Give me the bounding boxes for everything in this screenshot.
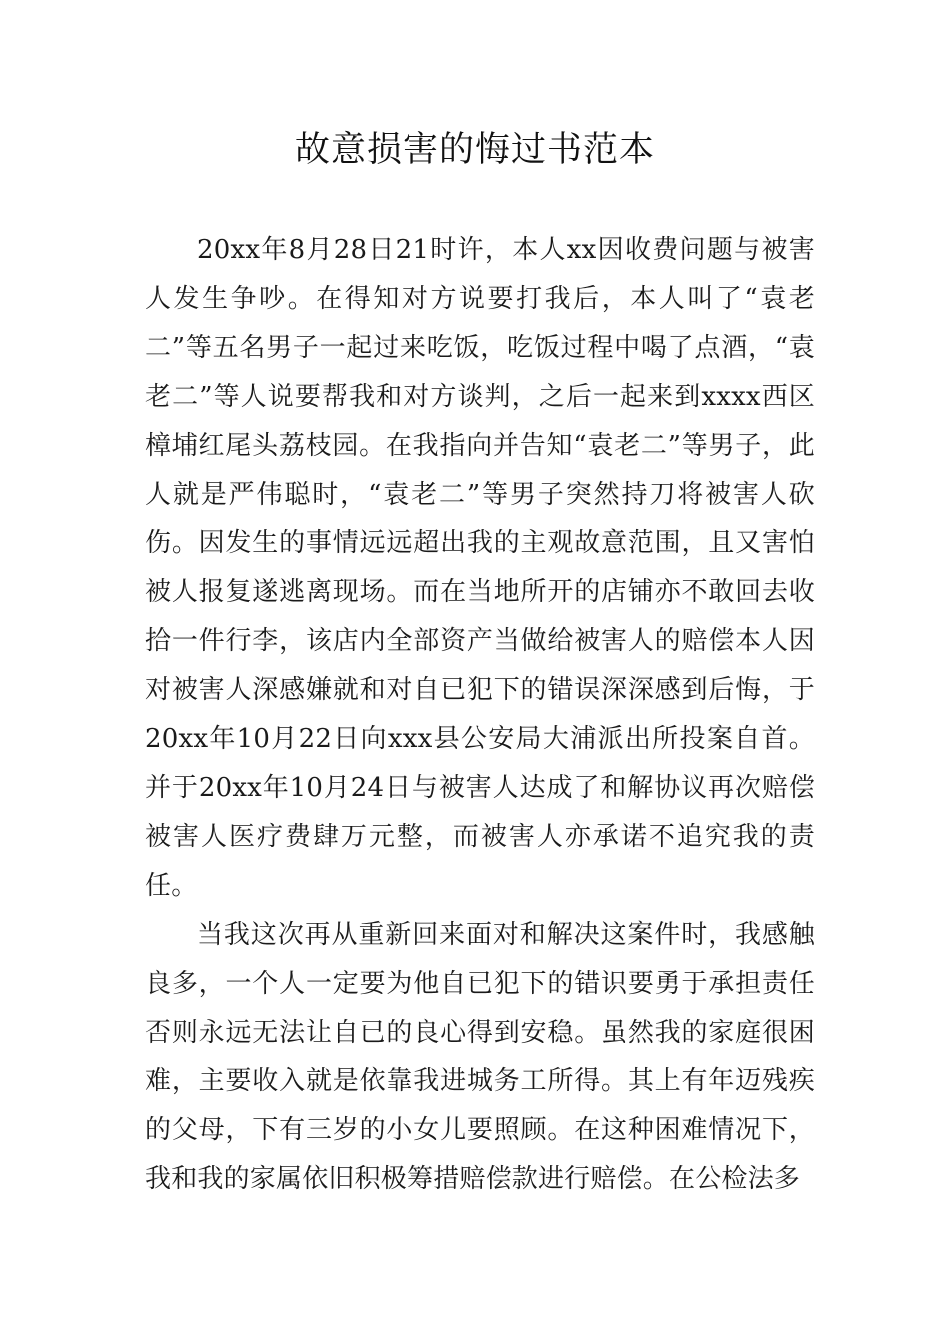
- paragraph-1: 20xx年8月28日21时许，本人xx因收费问题与被害人发生争吵。在得知对方说要打我后，本人叫了“袁老二”等五名男子一起过来吃饭，吃饭过程中喝了点酒，“袁老二”等人说要帮我和对方谈判，之后一起来到xxxx西区樟埔红尾头荔枝园。在我指向并告知“袁老二”等男子，此人就是严伟聪时，“袁老二”等男子突然持刀将被害人砍伤。因发生的事情远远超出我的主观故意范围，且又害怕被人报复遂逃离现场。而在当地所开的店铺亦不敢回去收拾一件行李，该店内全部资产当做给被害人的赔偿本人因对被害人深感嫌就和对自已犯下的错误深深感到后悔，于20xx年10月22日向xxx县公安局大浦派出所投案自首。并于20xx年10月24日与被害人达成了和解协议再次赔偿被害人医疗费肆万元整，而被害人亦承诺不追究我的责任。: [145, 235, 815, 901]
- document-body: [145, 226, 815, 1204]
- document-title: 故意损害的悔过书范本: [294, 130, 655, 170]
- paragraph-2: 当我这次再从重新回来面对和解决这案件时，我感触良多，一个人一定要为他自已犯下的错识要勇于承担责任否则永远无法让自已的良心得到安稳。虽然我的家庭很困难，主要收入就是依靠我进城务工所得。其上有年迈残疾的父母，下有三岁的小女儿要照顾。在这种困难情况下，我和我的家属依旧积极筹措赔偿款进行赔偿。在公检法多: [145, 919, 815, 1195]
